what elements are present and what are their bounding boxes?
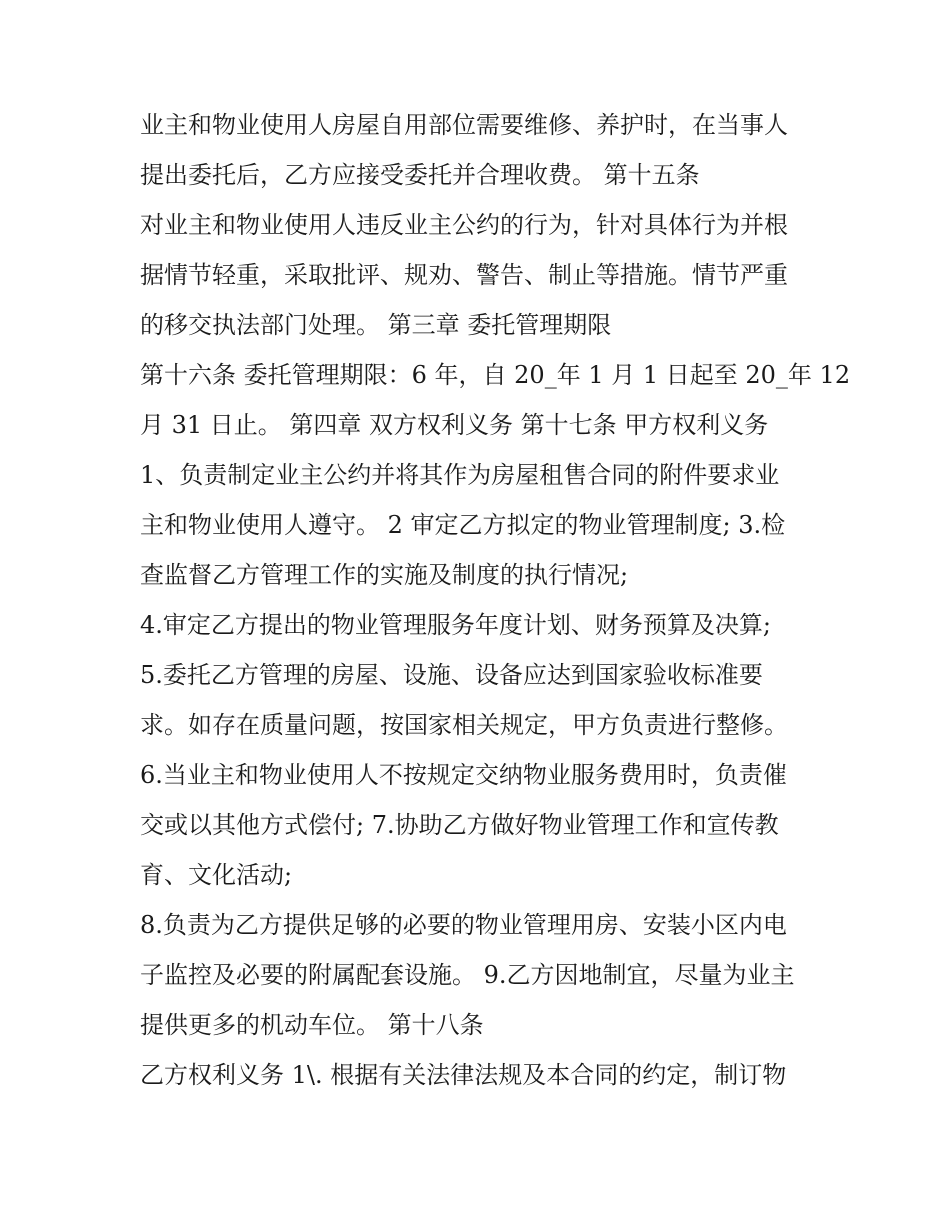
text-line: 主和物业使用人遵守。 2 审定乙方拟定的物业管理制度; 3.检 (140, 511, 786, 539)
text-line: 5.委托乙方管理的房屋、设施、设备应达到国家验收标准要 (140, 661, 763, 689)
text-line: 第十六条 委托管理期限：6 年，自 20_年 1 月 1 日起至 20_年 12 (140, 361, 851, 389)
text-line: 的移交执法部门处理。 第三章 委托管理期限 (140, 311, 612, 339)
text-line: 对业主和物业使用人违反业主公约的行为，针对具体行为并根 (140, 211, 788, 239)
text-line: 提出委托后，乙方应接受委托并合理收费。 第十五条 (140, 161, 700, 189)
text-line: 查监督乙方管理工作的实施及制度的执行情况; (140, 561, 629, 589)
text-line: 育、文化活动; (140, 861, 293, 889)
text-line: 月 31 日止。 第四章 双方权利义务 第十七条 甲方权利义务 (140, 411, 769, 439)
text-line: 4.审定乙方提出的物业管理服务年度计划、财务预算及决算; (140, 611, 771, 639)
text-line: 据情节轻重，采取批评、规劝、警告、制止等措施。情节严重 (140, 261, 788, 289)
text-line: 8.负责为乙方提供足够的必要的物业管理用房、安装小区内电 (140, 911, 787, 939)
text-line: 交或以其他方式偿付; 7.协助乙方做好物业管理工作和宣传教 (140, 811, 779, 839)
text-line: 1、负责制定业主公约并将其作为房屋租售合同的附件要求业 (140, 461, 780, 489)
text-line: 乙方权利义务 1\. 根据有关法律法规及本合同的约定，制订物 (140, 1061, 787, 1089)
text-line: 6.当业主和物业使用人不按规定交纳物业服务费用时，负责催 (140, 761, 787, 789)
text-line: 求。如存在质量问题，按国家相关规定，甲方负责进行整修。 (140, 711, 788, 739)
text-line: 子监控及必要的附属配套设施。 9.乙方因地制宜，尽量为业主 (140, 961, 795, 989)
document-body (140, 104, 851, 1096)
text-line: 提供更多的机动车位。 第十八条 (140, 1011, 484, 1039)
text-line: 业主和物业使用人房屋自用部位需要维修、养护时，在当事人 (140, 111, 788, 139)
